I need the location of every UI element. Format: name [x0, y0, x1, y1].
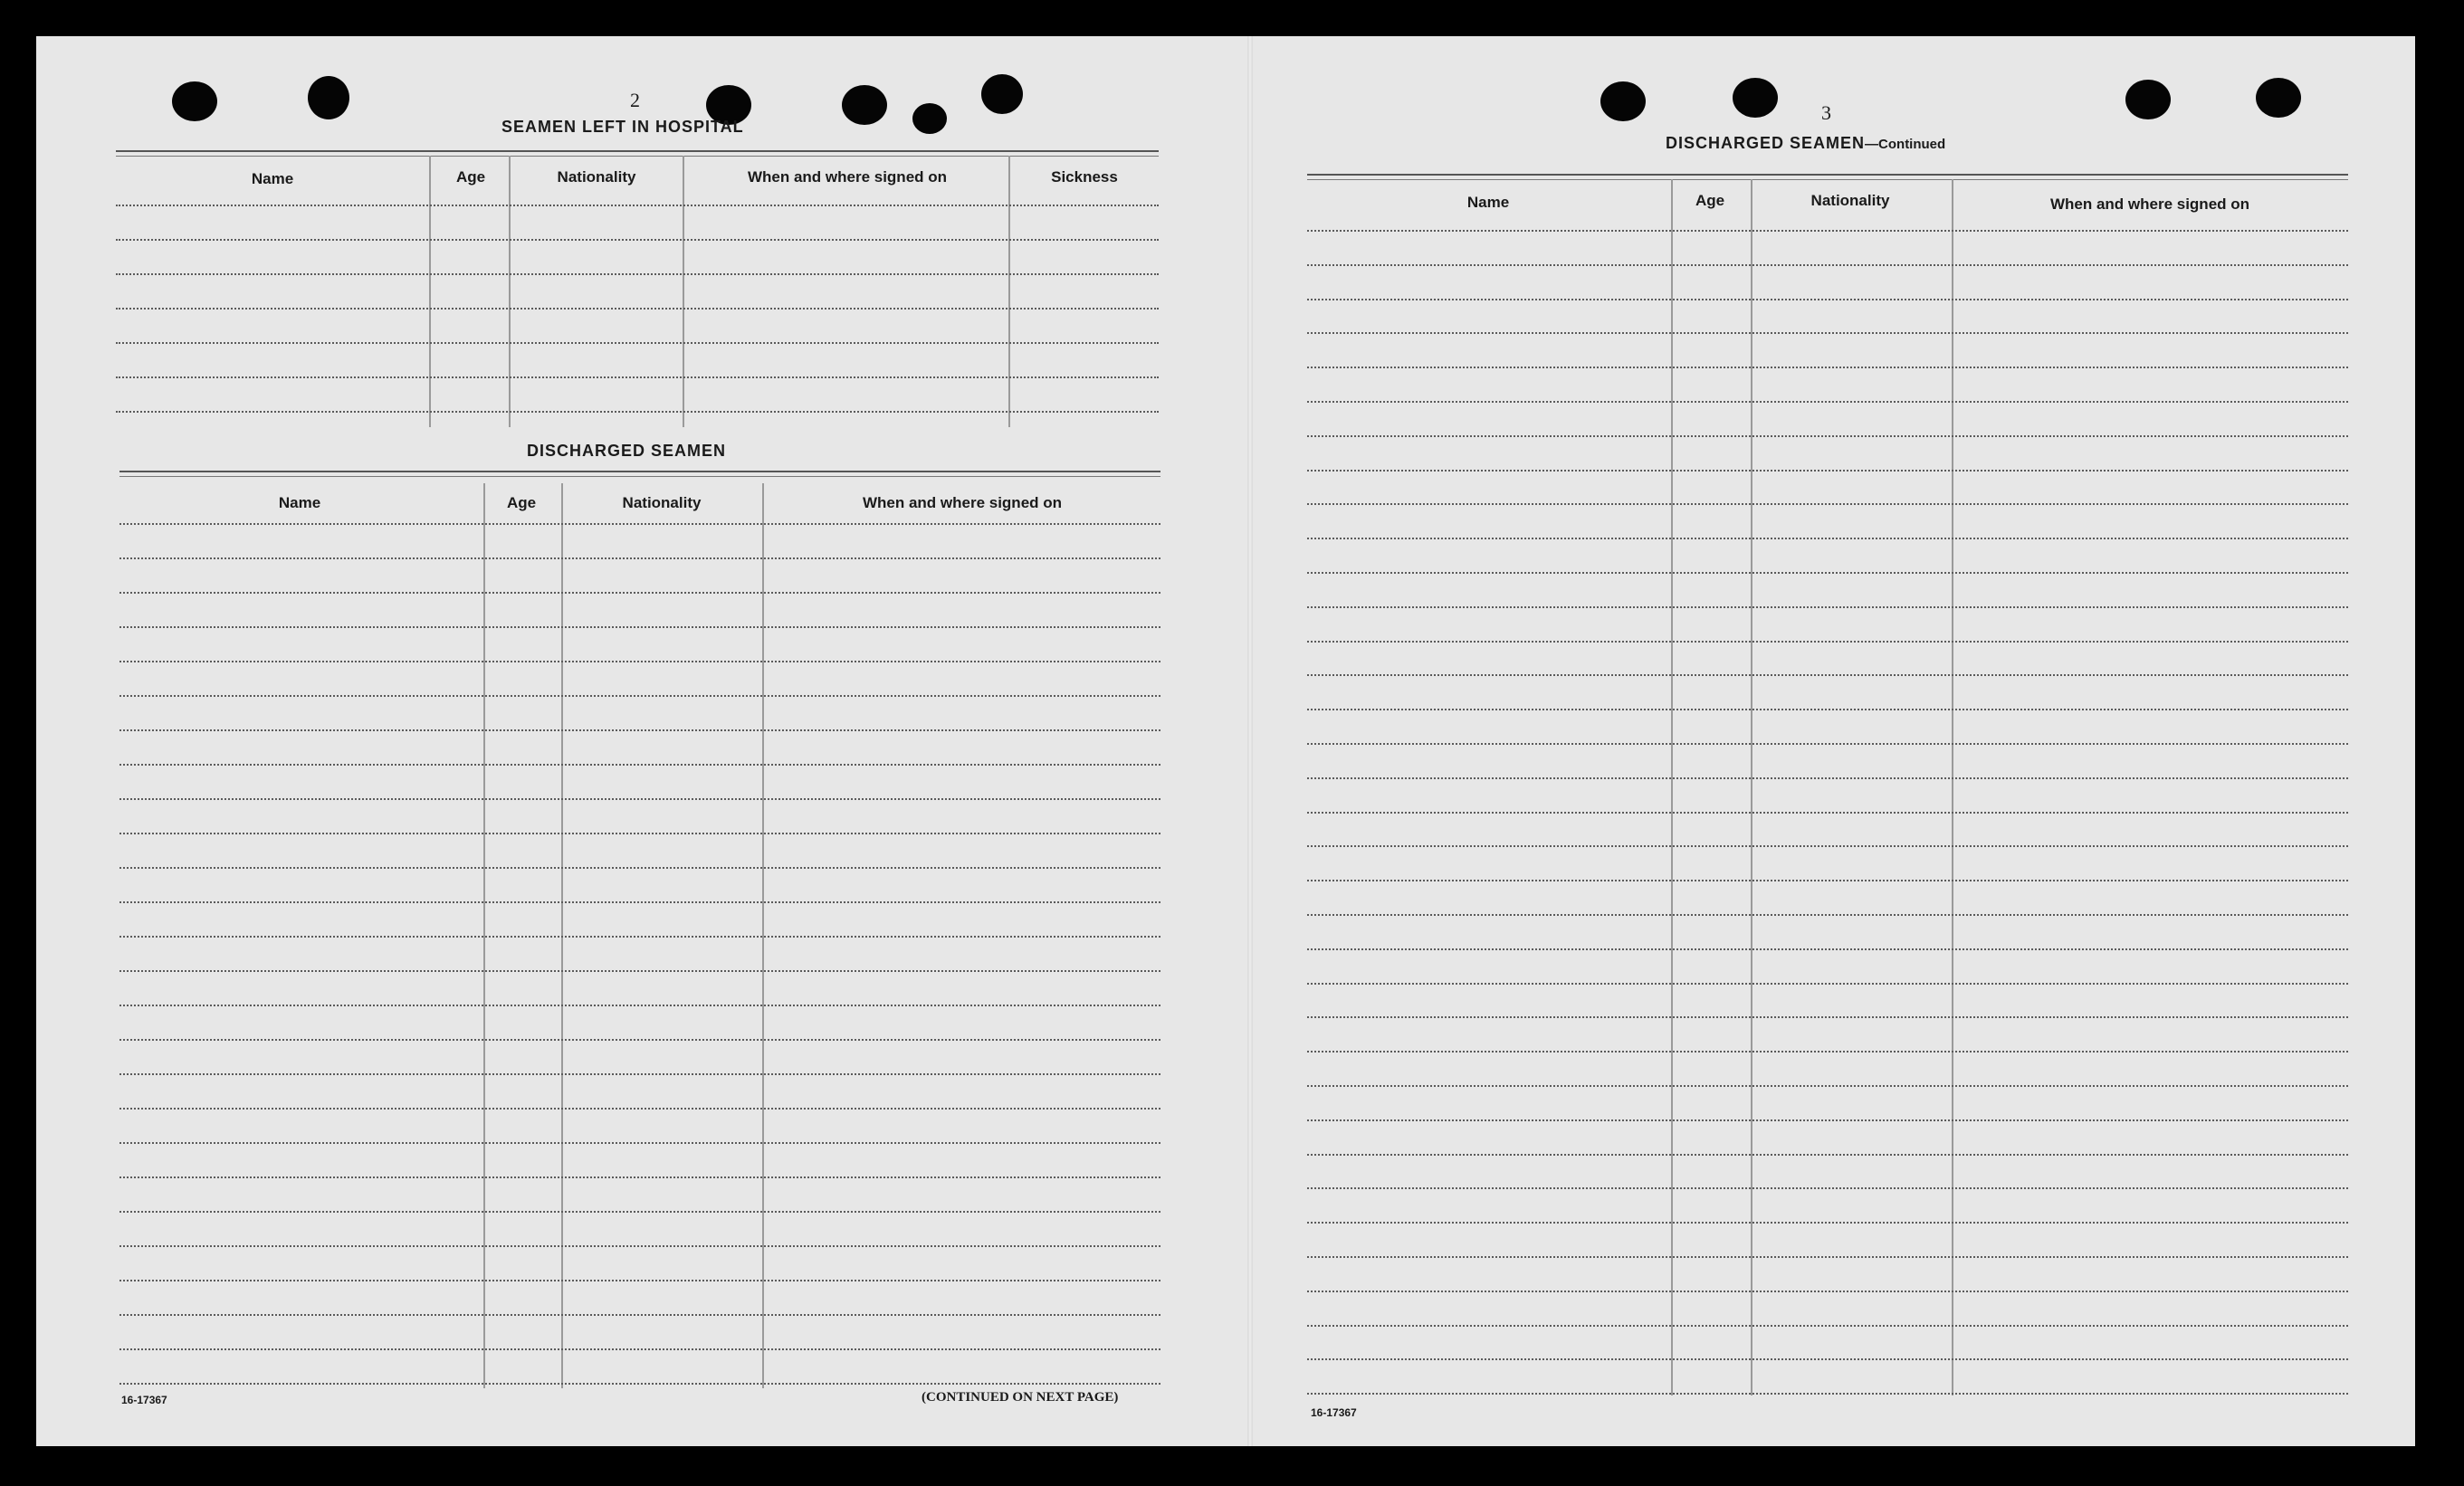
ruled-line — [119, 523, 1160, 525]
ruled-line — [116, 411, 1159, 413]
ruled-line — [119, 798, 1160, 800]
discharged-col-nationality: Nationality — [622, 494, 702, 511]
ruled-line — [119, 1039, 1160, 1041]
punch-hole — [308, 76, 349, 119]
ruled-line — [1307, 1393, 2348, 1395]
ruled-line — [1307, 1016, 2348, 1018]
ruled-line — [1307, 948, 2348, 950]
ruled-line — [1307, 264, 2348, 266]
discharged-right-col-signed-on: When and where signed on — [2049, 195, 2250, 213]
discharged-table-right — [1307, 174, 2348, 1396]
form-number-right: 16-17367 — [1311, 1406, 1357, 1419]
ruled-line — [116, 205, 1159, 206]
ruled-line — [119, 557, 1160, 559]
ruled-line — [119, 592, 1160, 594]
ruled-line — [119, 833, 1160, 834]
ruled-line — [119, 695, 1160, 697]
ruled-line — [1307, 880, 2348, 881]
hospital-section-title: SEAMEN LEFT IN HOSPITAL — [501, 118, 744, 136]
ruled-line — [116, 308, 1159, 310]
ruled-line — [116, 342, 1159, 344]
punch-hole — [1600, 81, 1646, 121]
ruled-line — [1307, 1187, 2348, 1189]
ruled-line — [119, 1108, 1160, 1110]
ruled-line — [119, 661, 1160, 662]
punch-hole — [172, 81, 217, 121]
discharged-right-col-age: Age — [1695, 192, 1725, 209]
ruled-line — [1307, 1222, 2348, 1224]
ruled-line — [119, 970, 1160, 972]
ruled-line — [119, 901, 1160, 903]
ruled-line — [1307, 1325, 2348, 1327]
ruled-line — [1307, 470, 2348, 472]
ruled-line — [119, 1073, 1160, 1075]
discharged-rows-right — [1307, 230, 2348, 1396]
ruled-line — [119, 626, 1160, 628]
ruled-line — [119, 1383, 1160, 1385]
ruled-line — [1307, 230, 2348, 232]
discharged-col-age: Age — [506, 494, 537, 511]
punch-hole — [1733, 78, 1778, 118]
ruled-line — [1307, 983, 2348, 985]
hospital-col-signed-on: When and where signed on — [747, 168, 948, 186]
page-number-right: 3 — [1821, 101, 1831, 124]
ruled-line — [1307, 777, 2348, 779]
hospital-col-age: Age — [455, 168, 486, 186]
discharged-continued-suffix: —Continued — [1865, 137, 1946, 152]
ruled-line — [1307, 299, 2348, 300]
ruled-line — [1307, 503, 2348, 505]
ruled-line — [1307, 674, 2348, 676]
punch-hole — [981, 74, 1023, 114]
ruled-line — [116, 376, 1159, 378]
ruled-line — [1307, 709, 2348, 710]
ruled-line — [1307, 1358, 2348, 1360]
ruled-line — [1307, 1291, 2348, 1292]
ruled-line — [1307, 641, 2348, 643]
hospital-col-nationality: Nationality — [557, 168, 636, 186]
ruled-line — [1307, 1051, 2348, 1053]
discharged-continued-title — [1666, 134, 1945, 153]
discharged-right-col-name: Name — [1466, 194, 1510, 211]
ruled-line — [119, 1280, 1160, 1281]
discharged-table-left — [119, 471, 1160, 1388]
ruled-line — [119, 867, 1160, 869]
ruled-line — [1307, 1119, 2348, 1121]
discharged-col-signed-on: When and where signed on — [862, 494, 1063, 511]
ruled-line — [116, 273, 1159, 275]
hospital-col-sickness: Sickness — [1051, 168, 1118, 186]
ruled-line — [119, 1348, 1160, 1350]
ruled-line — [1307, 332, 2348, 334]
ruled-line — [1307, 538, 2348, 539]
ruled-line — [119, 764, 1160, 766]
ruled-line — [1307, 845, 2348, 847]
punch-hole — [2125, 80, 2171, 119]
discharged-right-col-nationality: Nationality — [1810, 192, 1890, 209]
ruled-line — [119, 1245, 1160, 1247]
continued-note: (CONTINUED ON NEXT PAGE) — [922, 1390, 1119, 1405]
punch-hole — [842, 85, 887, 125]
ruled-line — [119, 1005, 1160, 1006]
ruled-line — [1307, 401, 2348, 403]
ruled-line — [1307, 367, 2348, 368]
ruled-line — [119, 1211, 1160, 1213]
ruled-line — [119, 936, 1160, 938]
ruled-line — [119, 1314, 1160, 1316]
ruled-line — [119, 1142, 1160, 1144]
ruled-line — [1307, 743, 2348, 745]
discharged-col-name: Name — [278, 494, 321, 511]
discharged-rows-left — [119, 523, 1160, 1388]
page-number-left: 2 — [630, 89, 640, 111]
punch-hole — [2256, 78, 2301, 118]
ruled-line — [1307, 1256, 2348, 1258]
ruled-line — [116, 239, 1159, 241]
ruled-line — [1307, 572, 2348, 574]
form-number-left: 16-17367 — [121, 1394, 167, 1406]
ruled-line — [1307, 1154, 2348, 1156]
ruled-line — [1307, 1085, 2348, 1087]
hospital-rows — [116, 205, 1159, 427]
ruled-line — [1307, 435, 2348, 437]
punch-hole — [912, 103, 947, 134]
hospital-table — [116, 150, 1159, 427]
ruled-line — [1307, 606, 2348, 608]
page-fold — [1247, 36, 1253, 1446]
discharged-section-title: DISCHARGED SEAMEN — [527, 442, 727, 460]
hospital-col-name: Name — [251, 170, 294, 187]
ruled-line — [1307, 812, 2348, 814]
discharged-continued-title-main: DISCHARGED SEAMEN — [1666, 134, 1866, 152]
ruled-line — [119, 729, 1160, 731]
ruled-line — [119, 1176, 1160, 1178]
ruled-line — [1307, 914, 2348, 916]
